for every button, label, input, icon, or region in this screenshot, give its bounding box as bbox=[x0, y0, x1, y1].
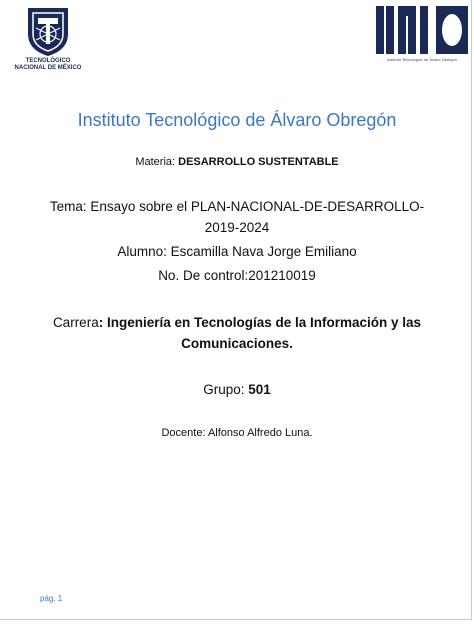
teacher-line: Docente: Alfonso Alfredo Luna. bbox=[161, 427, 313, 439]
group-label: Grupo: bbox=[203, 382, 249, 397]
topic-line1: Tema: Ensayo sobre el PLAN-NACIONAL-DE-DESARROLLO- bbox=[49, 199, 425, 214]
page-number: pág. 1 bbox=[40, 594, 63, 603]
control-number-line: No. De control:201210019 bbox=[158, 268, 316, 283]
institute-title: Instituto Tecnológico de Álvaro Obregón bbox=[77, 110, 397, 130]
tecnm-caption-line2: NACIONAL DE MÉXICO bbox=[14, 65, 82, 71]
subject-value: DESARROLLO SUSTENTABLE bbox=[178, 156, 339, 168]
itao-emblem-icon bbox=[374, 2, 470, 58]
topic-line bbox=[20, 196, 454, 238]
career-value-line2: Comunicaciones. bbox=[181, 336, 293, 351]
tecnm-caption-line1: TECNOLÓGICO bbox=[25, 58, 71, 64]
career-line bbox=[20, 312, 454, 354]
subject-label: Materia: bbox=[135, 156, 179, 168]
career-value-line1: : Ingeniería en Tecnologías de la Información y las bbox=[98, 315, 422, 330]
tecnm-logo bbox=[8, 4, 88, 78]
subject-line bbox=[20, 156, 454, 168]
group-line bbox=[20, 382, 454, 397]
group-value: 501 bbox=[248, 382, 271, 397]
tecnm-emblem-icon bbox=[22, 4, 74, 58]
student-line: Alumno: Escamilla Nava Jorge Emiliano bbox=[117, 244, 357, 259]
tecnm-caption bbox=[8, 58, 88, 72]
itao-logo bbox=[374, 2, 470, 72]
topic-line2: 2019-2024 bbox=[204, 220, 270, 235]
career-label: Carrera bbox=[52, 315, 99, 330]
itao-caption: Instituto Tecnológico de Álvaro Obregón bbox=[387, 58, 457, 62]
